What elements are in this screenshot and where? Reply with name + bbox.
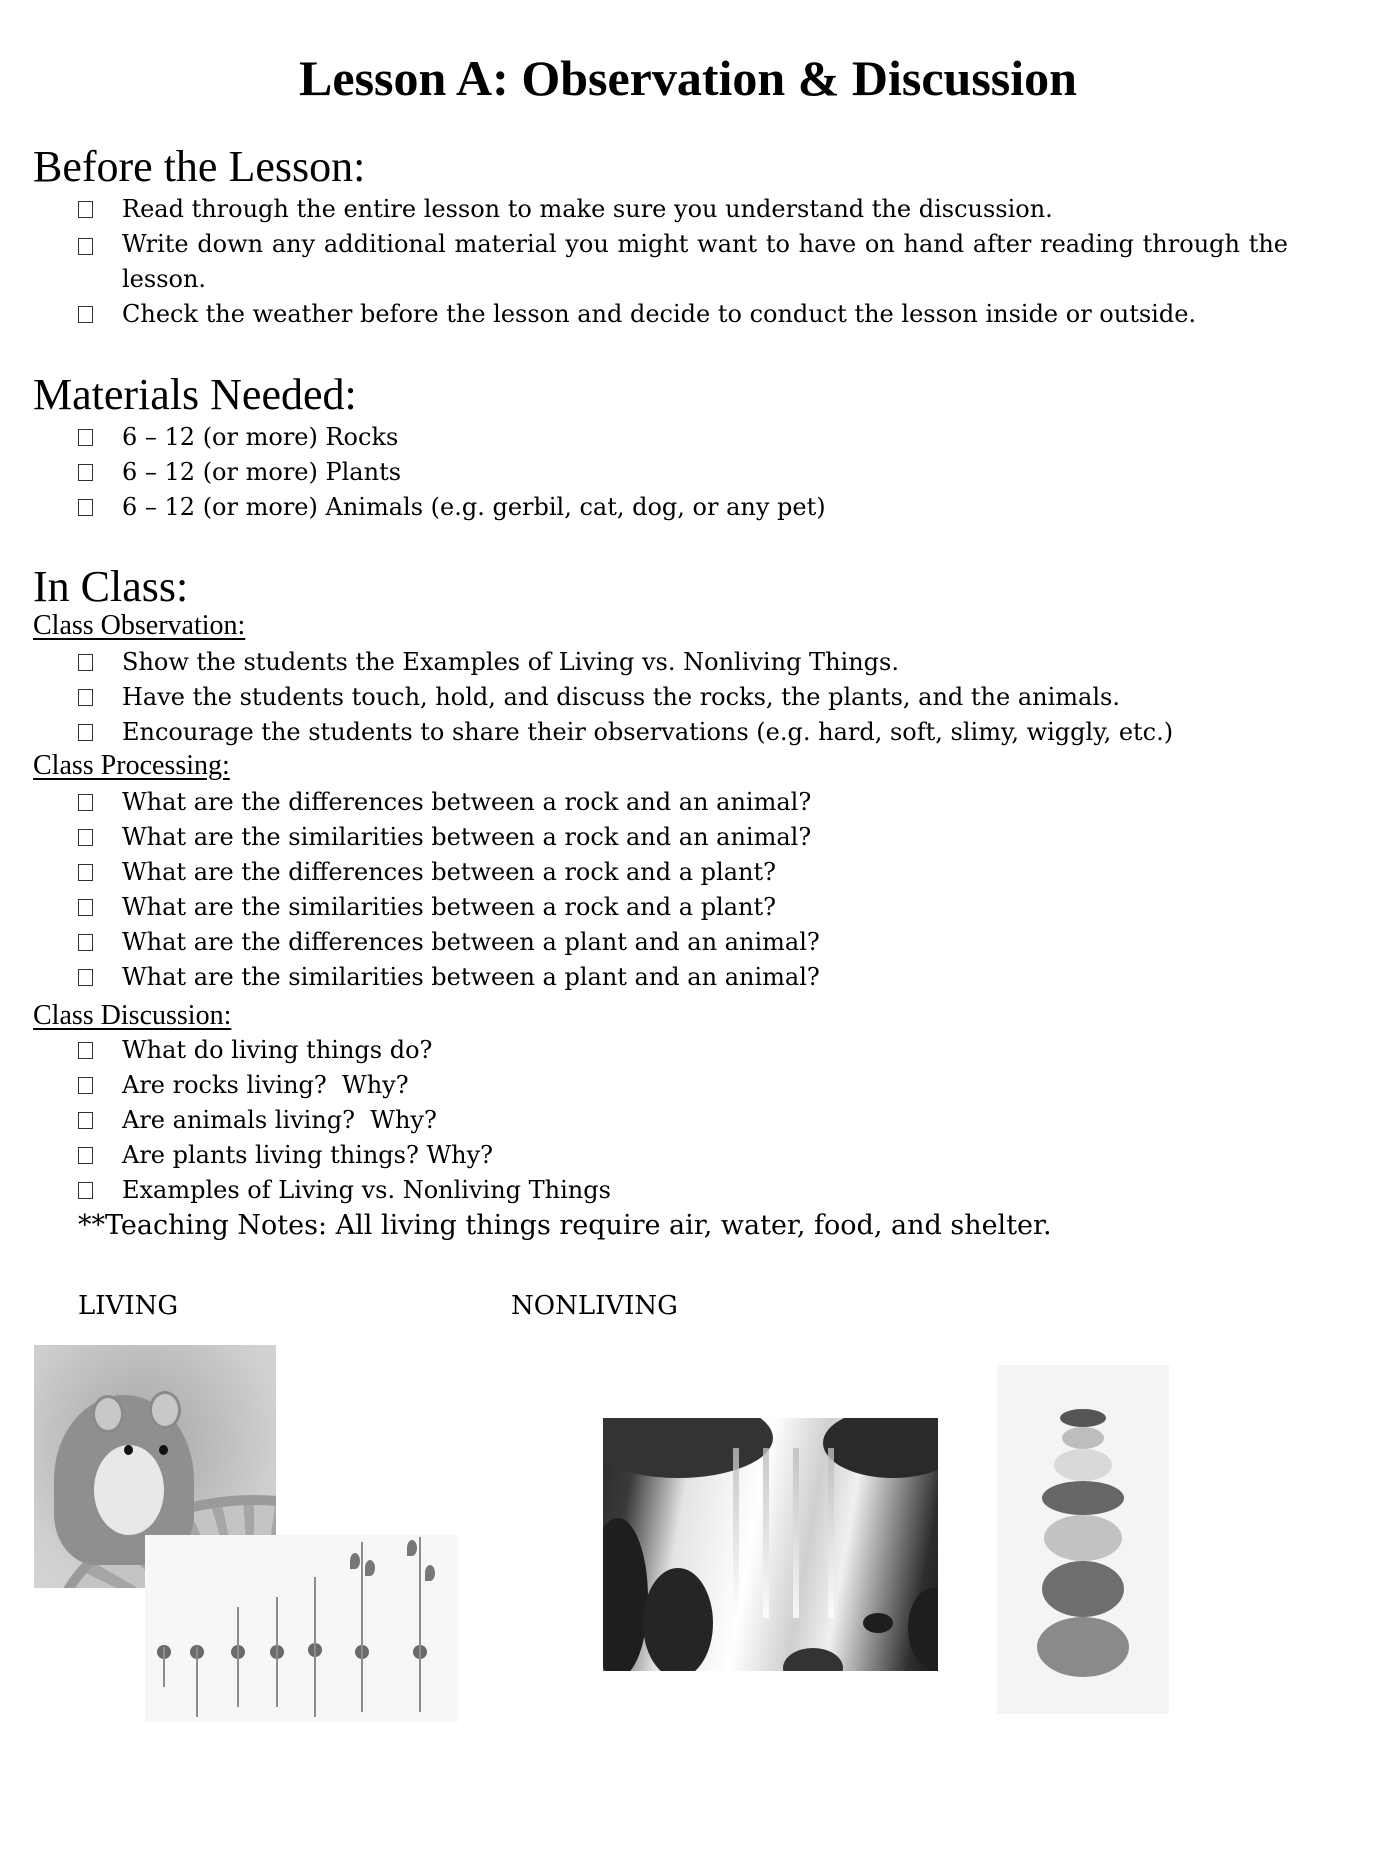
hamster-belly: [94, 1445, 164, 1535]
class-observation-heading: Class Observation:: [33, 610, 246, 641]
in-class-heading: In Class:: [33, 562, 189, 611]
page-title: Lesson A: Observation & Discussion: [299, 50, 1077, 106]
discussion-item-2[interactable]: Are rocks living? Why?: [78, 1068, 409, 1103]
waterfall-photo: [603, 1418, 938, 1671]
observation-item-3[interactable]: Encourage the students to share their observations (e.g. hard, soft, slimy, wiggly, etc.): [78, 715, 1173, 750]
checkbox-icon[interactable]: [78, 654, 93, 671]
checkbox-icon[interactable]: [78, 306, 93, 323]
seed-sprouts-photo: [145, 1535, 458, 1722]
processing-item-4[interactable]: What are the similarities between a rock and a plant?: [78, 890, 776, 925]
checkbox-icon[interactable]: [78, 1182, 93, 1199]
hamster-ear: [92, 1395, 124, 1433]
observation-item-2[interactable]: Have the students touch, hold, and discuss the rocks, the plants, and the animals.: [78, 680, 1120, 715]
checkbox-icon[interactable]: [78, 934, 93, 951]
checkbox-icon[interactable]: [78, 864, 93, 881]
processing-item-6[interactable]: What are the similarities between a plant and an animal?: [78, 960, 820, 995]
checkbox-icon[interactable]: [78, 724, 93, 741]
checkbox-icon[interactable]: [78, 499, 93, 516]
stacked-rocks-photo: [997, 1365, 1169, 1714]
discussion-item-5[interactable]: Examples of Living vs. Nonliving Things: [78, 1173, 611, 1208]
checkbox-icon[interactable]: [78, 238, 93, 255]
observation-item-1[interactable]: Show the students the Examples of Living vs. Nonliving Things.: [78, 645, 899, 680]
teaching-notes: **Teaching Notes: All living things require air, water, food, and shelter.: [78, 1210, 1052, 1241]
checkbox-icon[interactable]: [78, 829, 93, 846]
materials-heading: Materials Needed:: [33, 370, 357, 419]
nonliving-label: NONLIVING: [511, 1291, 678, 1321]
checkbox-icon[interactable]: [78, 464, 93, 481]
before-lesson-heading: Before the Lesson:: [33, 142, 366, 191]
checkbox-icon[interactable]: [78, 689, 93, 706]
checkbox-icon[interactable]: [78, 1147, 93, 1164]
hamster-eye: [159, 1445, 168, 1455]
checkbox-icon[interactable]: [78, 969, 93, 986]
hamster-ear: [149, 1391, 181, 1429]
class-discussion-heading: Class Discussion:: [33, 1000, 232, 1031]
checkbox-icon[interactable]: [78, 429, 93, 446]
class-processing-heading: Class Processing:: [33, 750, 230, 781]
discussion-item-4[interactable]: Are plants living things? Why?: [78, 1138, 493, 1173]
checkbox-icon[interactable]: [78, 1112, 93, 1129]
processing-item-2[interactable]: What are the similarities between a rock and an animal?: [78, 820, 811, 855]
checkbox-icon[interactable]: [78, 794, 93, 811]
hamster-eye: [124, 1445, 133, 1455]
processing-item-3[interactable]: What are the differences between a rock and a plant?: [78, 855, 776, 890]
materials-item-1[interactable]: 6 – 12 (or more) Rocks: [78, 420, 398, 455]
checkbox-icon[interactable]: [78, 1077, 93, 1094]
processing-item-1[interactable]: What are the differences between a rock and an animal?: [78, 785, 811, 820]
checkbox-icon[interactable]: [78, 1042, 93, 1059]
discussion-item-3[interactable]: Are animals living? Why?: [78, 1103, 437, 1138]
discussion-item-1[interactable]: What do living things do?: [78, 1033, 432, 1068]
checkbox-icon[interactable]: [78, 899, 93, 916]
before-item-2[interactable]: Write down any additional material you might want to have on hand after reading through the lesson.: [78, 227, 1288, 297]
before-item-3[interactable]: Check the weather before the lesson and decide to conduct the lesson inside or outside.: [78, 297, 1196, 332]
processing-item-5[interactable]: What are the differences between a plant and an animal?: [78, 925, 820, 960]
materials-item-2[interactable]: 6 – 12 (or more) Plants: [78, 455, 401, 490]
checkbox-icon[interactable]: [78, 201, 93, 218]
before-item-1[interactable]: Read through the entire lesson to make sure you understand the discussion.: [78, 192, 1053, 227]
living-label: LIVING: [78, 1291, 179, 1321]
materials-item-3[interactable]: 6 – 12 (or more) Animals (e.g. gerbil, cat, dog, or any pet): [78, 490, 826, 525]
